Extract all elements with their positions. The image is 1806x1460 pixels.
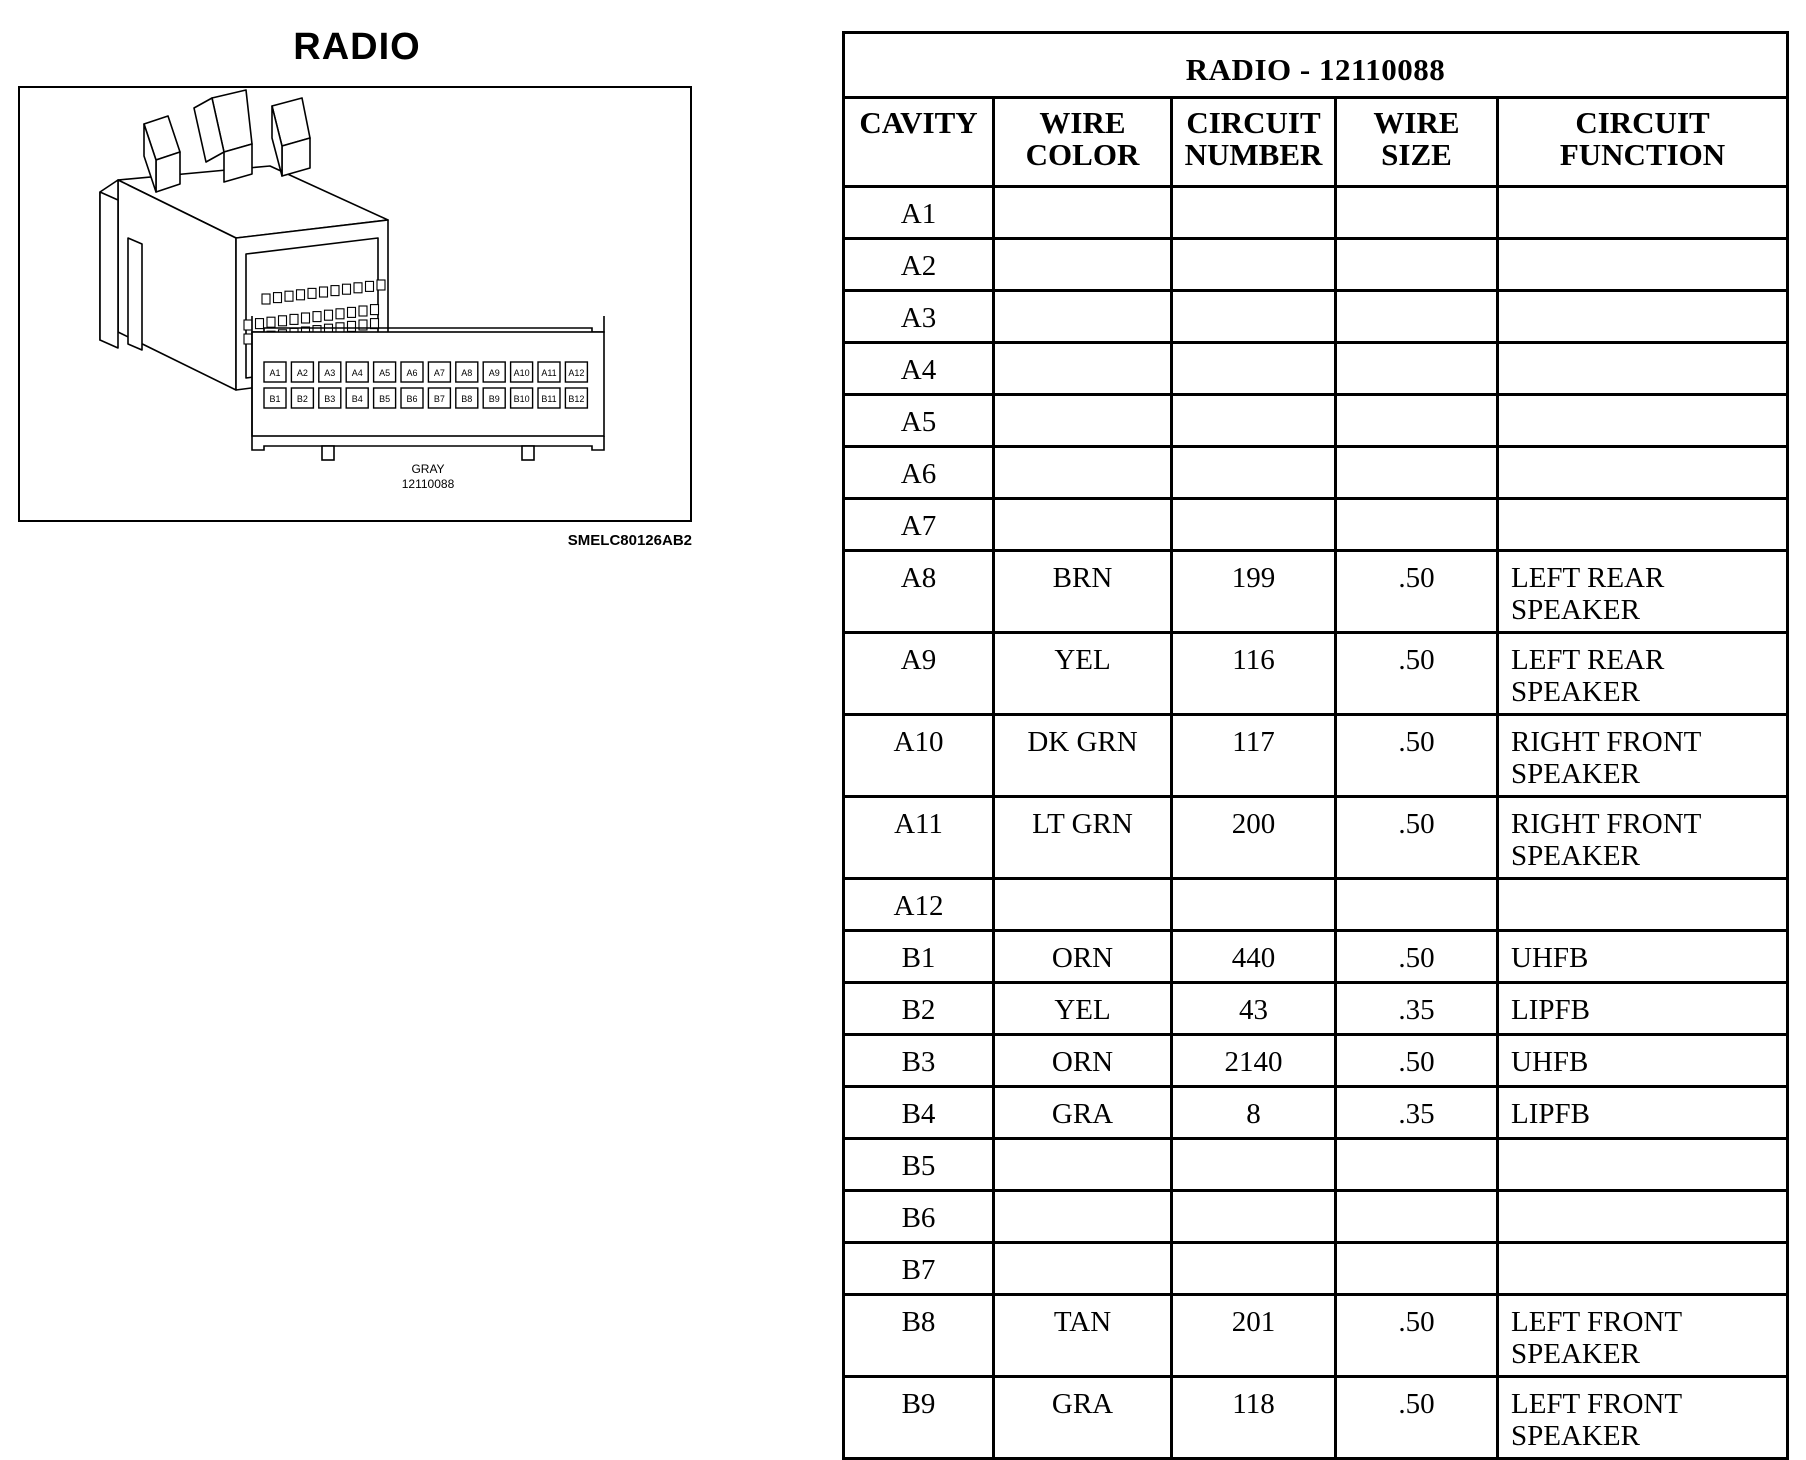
pin-label: A1 (269, 368, 281, 378)
housing-cavity (354, 283, 362, 293)
pin-label: B7 (433, 394, 445, 404)
wire-color-cell: DK GRN (994, 715, 1172, 797)
circuit-number-cell (1172, 447, 1336, 499)
circuit-number-cell (1172, 1139, 1336, 1191)
cavity-cell: A1 (844, 187, 994, 239)
wire-color-cell: ORN (994, 1035, 1172, 1087)
wire-color-cell (994, 291, 1172, 343)
table-row (844, 797, 1788, 879)
header-wire-size: WIRE SIZE (1336, 98, 1498, 187)
wire-color-cell (994, 1191, 1172, 1243)
housing-cavity (371, 305, 379, 315)
housing-cavity (262, 294, 270, 304)
pin-label: B12 (568, 394, 585, 404)
circuit-function-cell: LEFT REAR SPEAKER (1498, 633, 1788, 715)
connector-figure (18, 86, 692, 522)
table-row (844, 1243, 1788, 1295)
pin-label: A9 (488, 368, 500, 378)
circuit-function-cell (1498, 499, 1788, 551)
cavity-cell: B3 (844, 1035, 994, 1087)
table-row (844, 1035, 1788, 1087)
housing-cavity (290, 314, 298, 324)
wire-color-cell (994, 187, 1172, 239)
housing-cavity (297, 290, 305, 300)
table-title: RADIO - 12110088 (844, 33, 1788, 98)
circuit-number-cell: 116 (1172, 633, 1336, 715)
housing-cavity (274, 293, 282, 303)
wire-size-cell (1336, 395, 1498, 447)
circuit-function-cell: LEFT FRONT SPEAKER (1498, 1377, 1788, 1459)
circuit-function-cell: LIPFB (1498, 983, 1788, 1035)
housing-cavity (336, 309, 344, 319)
wire-color-cell: GRA (994, 1087, 1172, 1139)
wire-color-cell (994, 343, 1172, 395)
table-row (844, 499, 1788, 551)
housing-cavity (302, 313, 310, 323)
connector-color-label: GRAY (411, 462, 445, 476)
housing-cavity (320, 287, 328, 297)
pin-label: A6 (406, 368, 418, 378)
wire-color-cell: BRN (994, 551, 1172, 633)
pin-label: A12 (568, 368, 585, 378)
wire-size-cell: .50 (1336, 1377, 1498, 1459)
housing-cavity (359, 306, 367, 316)
table-header-row (844, 98, 1788, 187)
circuit-number-cell (1172, 291, 1336, 343)
circuit-function-cell: UHFB (1498, 931, 1788, 983)
circuit-function-cell (1498, 1191, 1788, 1243)
circuit-function-cell: UHFB (1498, 1035, 1788, 1087)
wire-size-cell (1336, 187, 1498, 239)
cavity-cell: A4 (844, 343, 994, 395)
cavity-cell: A9 (844, 633, 994, 715)
wire-color-cell (994, 499, 1172, 551)
circuit-function-cell: RIGHT FRONT SPEAKER (1498, 797, 1788, 879)
pin-label: A2 (296, 368, 308, 378)
circuit-function-cell (1498, 447, 1788, 499)
cavity-cell: B7 (844, 1243, 994, 1295)
housing-cavity (325, 310, 333, 320)
cavity-cell: A5 (844, 395, 994, 447)
circuit-function-cell (1498, 1139, 1788, 1191)
table-row (844, 1377, 1788, 1459)
wire-size-cell (1336, 1243, 1498, 1295)
cavity-cell: B1 (844, 931, 994, 983)
wire-size-cell: .50 (1336, 931, 1498, 983)
table-row (844, 1191, 1788, 1243)
cavity-cell: A11 (844, 797, 994, 879)
table-row (844, 1139, 1788, 1191)
pin-label: A4 (351, 368, 363, 378)
cavity-cell: A12 (844, 879, 994, 931)
circuit-function-cell (1498, 1243, 1788, 1295)
pin-label: B8 (461, 394, 473, 404)
pin-label: B11 (541, 394, 557, 404)
housing-cavity (348, 321, 356, 331)
cavity-cell: B8 (844, 1295, 994, 1377)
cavity-cell: A3 (844, 291, 994, 343)
circuit-number-cell (1172, 1191, 1336, 1243)
circuit-function-cell: LIPFB (1498, 1087, 1788, 1139)
circuit-number-cell (1172, 395, 1336, 447)
wire-size-cell: .50 (1336, 797, 1498, 879)
table-row (844, 395, 1788, 447)
wire-color-cell: TAN (994, 1295, 1172, 1377)
circuit-number-cell: 118 (1172, 1377, 1336, 1459)
table-row (844, 447, 1788, 499)
wire-size-cell: .35 (1336, 1087, 1498, 1139)
housing-cavity (377, 280, 385, 290)
circuit-number-cell: 2140 (1172, 1035, 1336, 1087)
header-cavity: CAVITY (844, 98, 994, 187)
table-row (844, 983, 1788, 1035)
wire-size-cell: .50 (1336, 551, 1498, 633)
circuit-function-cell (1498, 239, 1788, 291)
table-row (844, 343, 1788, 395)
cavity-cell: A10 (844, 715, 994, 797)
wire-color-cell: YEL (994, 633, 1172, 715)
wire-color-cell (994, 1243, 1172, 1295)
wire-color-cell (994, 395, 1172, 447)
wire-size-cell: .50 (1336, 715, 1498, 797)
connector-drawing (20, 88, 690, 520)
table-row (844, 1087, 1788, 1139)
pinout-table (842, 31, 1789, 1460)
table-row (844, 715, 1788, 797)
wire-size-cell (1336, 239, 1498, 291)
circuit-function-cell (1498, 187, 1788, 239)
housing-cavity (279, 316, 287, 326)
circuit-number-cell: 43 (1172, 983, 1336, 1035)
pin-label: B3 (324, 394, 336, 404)
wire-size-cell (1336, 499, 1498, 551)
housing-cavity (267, 317, 275, 327)
wire-size-cell: .50 (1336, 633, 1498, 715)
cavity-cell: B6 (844, 1191, 994, 1243)
header-circuit-function: CIRCUIT FUNCTION (1498, 98, 1788, 187)
circuit-number-cell (1172, 879, 1336, 931)
wire-size-cell (1336, 1139, 1498, 1191)
housing-cavity (348, 307, 356, 317)
circuit-number-cell: 117 (1172, 715, 1336, 797)
wire-size-cell: .50 (1336, 1295, 1498, 1377)
circuit-function-cell (1498, 343, 1788, 395)
wire-color-cell: ORN (994, 931, 1172, 983)
circuit-number-cell: 8 (1172, 1087, 1336, 1139)
circuit-function-cell: RIGHT FRONT SPEAKER (1498, 715, 1788, 797)
connector-part-number: 12110088 (401, 477, 455, 491)
header-wire-color: WIRE COLOR (994, 98, 1172, 187)
pin-label: B5 (379, 394, 391, 404)
pin-label: A5 (379, 368, 391, 378)
housing-cavity (244, 334, 252, 344)
circuit-number-cell (1172, 187, 1336, 239)
wire-size-cell (1336, 879, 1498, 931)
wire-size-cell (1336, 343, 1498, 395)
pin-label: A8 (461, 368, 473, 378)
pin-label: A3 (324, 368, 336, 378)
housing-cavity (256, 319, 264, 329)
wire-color-cell: YEL (994, 983, 1172, 1035)
pin-label: B10 (513, 394, 530, 404)
cavity-cell: A6 (844, 447, 994, 499)
pin-label: A7 (433, 368, 445, 378)
table-row (844, 931, 1788, 983)
cavity-cell: B2 (844, 983, 994, 1035)
circuit-number-cell: 199 (1172, 551, 1336, 633)
circuit-function-cell (1498, 291, 1788, 343)
wire-size-cell: .35 (1336, 983, 1498, 1035)
circuit-number-cell (1172, 343, 1336, 395)
wire-color-cell (994, 879, 1172, 931)
housing-cavity (331, 286, 339, 296)
housing-cavity (285, 291, 293, 301)
table-row (844, 239, 1788, 291)
housing-cavity (244, 320, 252, 330)
cavity-cell: A2 (844, 239, 994, 291)
housing-cavity (308, 288, 316, 298)
wire-color-cell (994, 447, 1172, 499)
circuit-number-cell: 200 (1172, 797, 1336, 879)
circuit-number-cell (1172, 239, 1336, 291)
wire-size-cell (1336, 291, 1498, 343)
circuit-number-cell: 201 (1172, 1295, 1336, 1377)
pin-label: A11 (541, 368, 557, 378)
cavity-cell: B9 (844, 1377, 994, 1459)
wire-size-cell (1336, 447, 1498, 499)
circuit-function-cell (1498, 395, 1788, 447)
cavity-cell: A7 (844, 499, 994, 551)
pin-label: B1 (269, 394, 281, 404)
figure-title: RADIO (293, 26, 421, 68)
circuit-number-cell (1172, 499, 1336, 551)
cavity-cell: B5 (844, 1139, 994, 1191)
pin-label: B6 (406, 394, 418, 404)
pin-label: B4 (351, 394, 363, 404)
circuit-function-cell: LEFT FRONT SPEAKER (1498, 1295, 1788, 1377)
cavity-cell: B4 (844, 1087, 994, 1139)
table-row (844, 879, 1788, 931)
wire-color-cell: GRA (994, 1377, 1172, 1459)
table-row (844, 1295, 1788, 1377)
table-row (844, 633, 1788, 715)
wire-size-cell: .50 (1336, 1035, 1498, 1087)
pinout-rows (844, 187, 1788, 1459)
pin-label: A10 (513, 368, 530, 378)
table-row (844, 187, 1788, 239)
pin-label: B2 (296, 394, 308, 404)
circuit-number-cell (1172, 1243, 1336, 1295)
housing-cavity (343, 284, 351, 294)
wire-size-cell (1336, 1191, 1498, 1243)
figure-id: SMELC80126AB2 (567, 532, 692, 549)
table-row (844, 551, 1788, 633)
header-circuit-number: CIRCUIT NUMBER (1172, 98, 1336, 187)
wire-color-cell (994, 239, 1172, 291)
wire-color-cell: LT GRN (994, 797, 1172, 879)
cavity-cell: A8 (844, 551, 994, 633)
housing-cavity (371, 319, 379, 329)
circuit-function-cell: LEFT REAR SPEAKER (1498, 551, 1788, 633)
table-row (844, 291, 1788, 343)
wire-color-cell (994, 1139, 1172, 1191)
housing-cavity (366, 281, 374, 291)
circuit-function-cell (1498, 879, 1788, 931)
pin-label: B9 (488, 394, 500, 404)
housing-cavity (313, 312, 321, 322)
circuit-number-cell: 440 (1172, 931, 1336, 983)
